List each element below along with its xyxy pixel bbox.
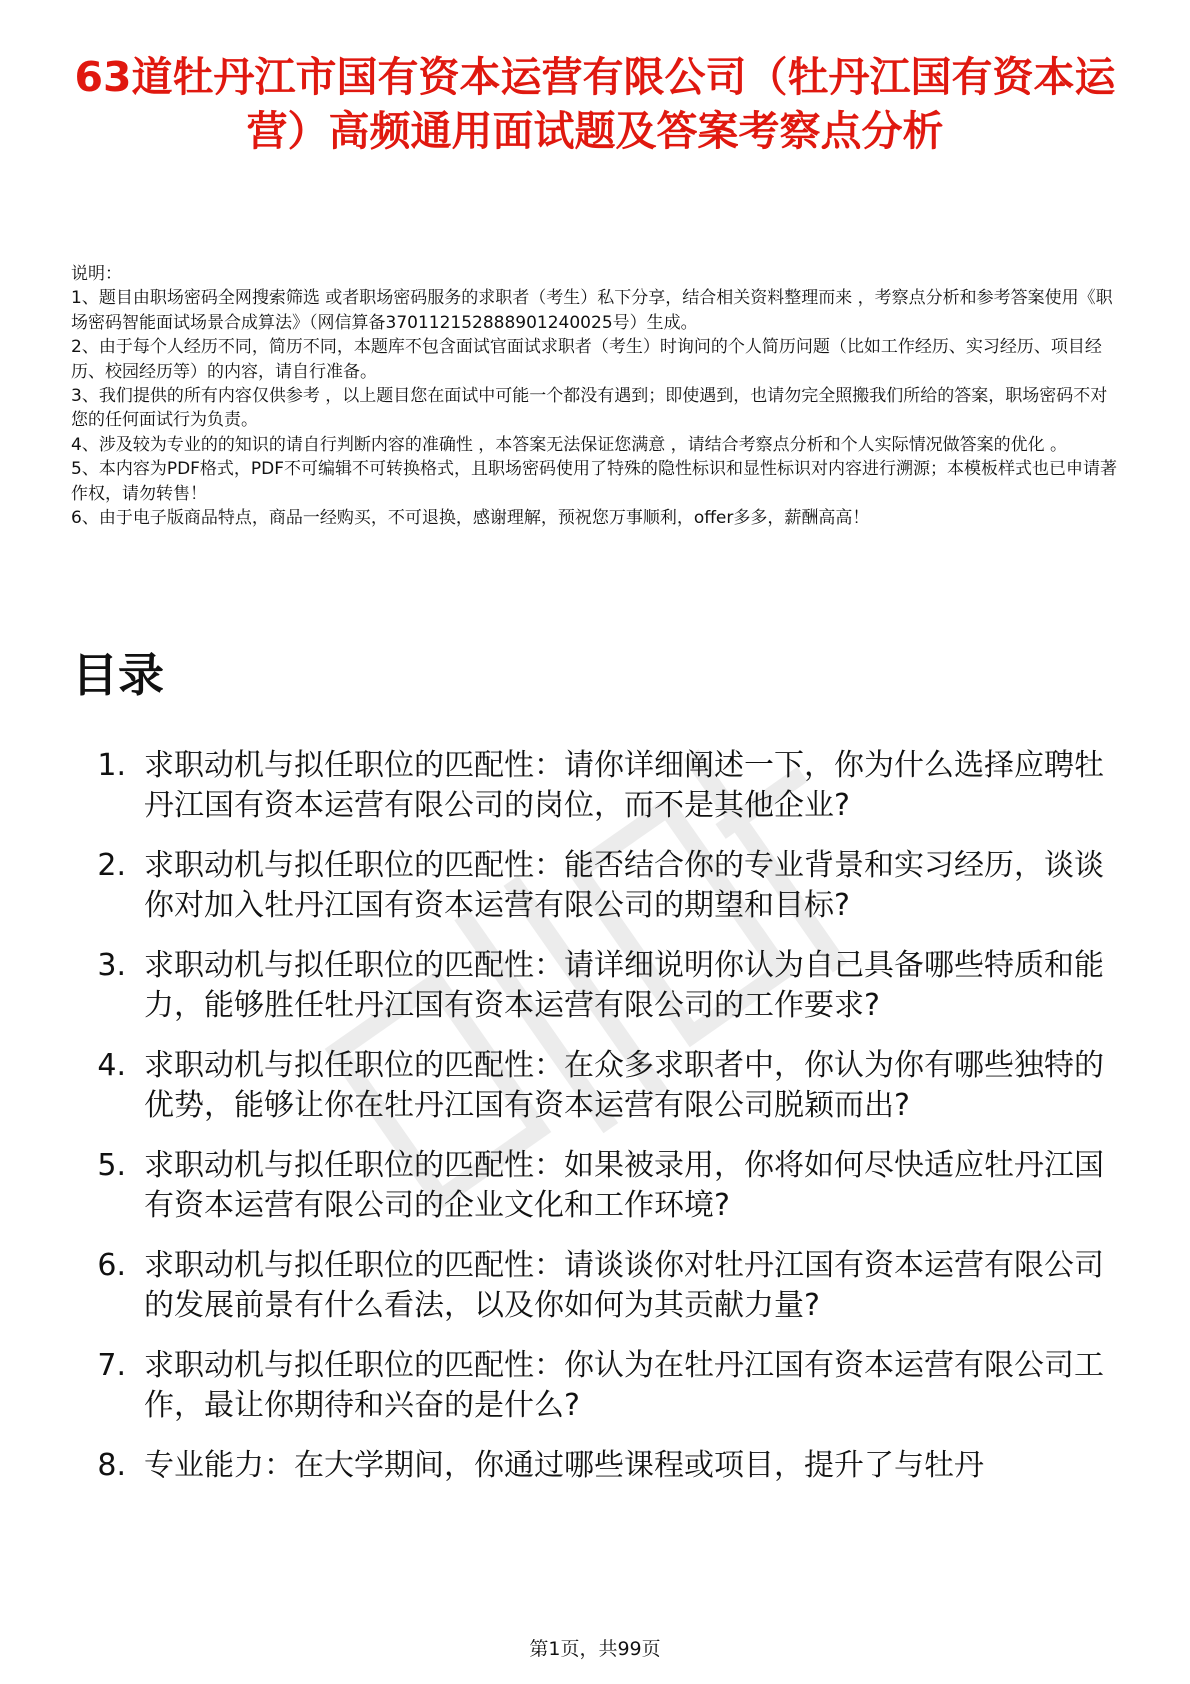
toc-item[interactable] — [72, 846, 1122, 926]
toc-item[interactable] — [72, 946, 1122, 1026]
note-item: 5、本内容为PDF格式，PDF不可编辑不可转换格式，且职场密码使用了特殊的隐性标识和显性标识对内容进行溯源；本模板样式也已申请著作权，请勿转售！ — [71, 459, 1118, 504]
toc-heading: 目录 — [72, 648, 164, 702]
toc-item[interactable] — [72, 1046, 1122, 1126]
toc-item-number: 8. — [97, 1448, 126, 1483]
note-item: 3、我们提供的所有内容仅供参考 ，以上题目您在面试中可能一个都没有遇到；即使遇到，也请勿完全照搬我们所给的答案，职场密码不对您的任何面试行为负责。 — [71, 386, 1108, 431]
toc-item-number: 4. — [97, 1048, 126, 1083]
notes-section — [71, 262, 1121, 530]
toc-item-text[interactable]: 求职动机与拟任职位的匹配性：能否结合你的专业背景和实习经历，谈谈你对加入牡丹江国有资本运营有限公司的期望和目标? — [144, 848, 1104, 923]
toc-item[interactable] — [72, 1446, 1122, 1486]
toc-item-number: 5. — [97, 1148, 126, 1183]
toc-item-text[interactable]: 求职动机与拟任职位的匹配性：请谈谈你对牡丹江国有资本运营有限公司的发展前景有什么看法，以及你如何为其贡献力量? — [144, 1248, 1104, 1323]
note-item: 2、由于每个人经历不同，简历不同，本题库不包含面试官面试求职者（考生）时询问的个人简历问题（比如工作经历、实习经历、项目经历、校园经历等）的内容，请自行准备。 — [71, 337, 1102, 382]
toc-item[interactable] — [72, 1246, 1122, 1326]
toc-item-number: 6. — [97, 1248, 126, 1283]
toc-item-text[interactable]: 求职动机与拟任职位的匹配性：请你详细阐述一下，你为什么选择应聘牡丹江国有资本运营有限公司的岗位，而不是其他企业? — [144, 748, 1104, 823]
toc-item-number: 1. — [97, 748, 126, 783]
toc-item-number: 7. — [97, 1348, 126, 1383]
toc-item-text[interactable]: 求职动机与拟任职位的匹配性：你认为在牡丹江国有资本运营有限公司工作，最让你期待和兴奋的是什么? — [144, 1348, 1104, 1423]
toc-item-text[interactable]: 求职动机与拟任职位的匹配性：请详细说明你认为自己具备哪些特质和能力，能够胜任牡丹江国有资本运营有限公司的工作要求? — [144, 948, 1104, 1023]
note-item: 1、题目由职场密码全网搜索筛选 或者职场密码服务的求职者（考生）私下分享，结合相关资料整理而来 ，考察点分析和参考答案使用《职场密码智能面试场景合成算法》（网信算备370112152888901240025号）生成。 — [71, 288, 1113, 333]
toc-item-number: 2. — [97, 848, 126, 883]
toc-item-text[interactable]: 专业能力：在大学期间，你通过哪些课程或项目，提升了与牡丹 — [144, 1448, 984, 1483]
document-title: 63道牡丹江市国有资本运营有限公司（牡丹江国有资本运营）高频通用面试题及答案考察点分析 — [74, 53, 1116, 155]
note-item: 4、涉及较为专业的的知识的请自行判断内容的准确性 ，本答案无法保证您满意 ，请结合考察点分析和个人实际情况做答案的优化 。 — [71, 434, 1068, 455]
toc-item[interactable] — [72, 1146, 1122, 1226]
note-item: 6、由于电子版商品特点，商品一经购买，不可退换，感谢理解，预祝您万事顺利，offer多多，薪酬高高！ — [71, 508, 870, 529]
notes-label: 说明： — [71, 264, 122, 284]
toc-item-text[interactable]: 求职动机与拟任职位的匹配性：如果被录用，你将如何尽快适应牡丹江国有资本运营有限公司的企业文化和工作环境? — [144, 1148, 1104, 1223]
page-footer: 第1页，共99页 — [529, 1638, 661, 1660]
toc-item-text[interactable]: 求职动机与拟任职位的匹配性：在众多求职者中，你认为你有哪些独特的优势，能够让你在牡丹江国有资本运营有限公司脱颖而出? — [144, 1048, 1104, 1123]
toc-item[interactable] — [72, 746, 1122, 826]
toc-item[interactable] — [72, 1346, 1122, 1426]
toc-item-number: 3. — [97, 948, 126, 983]
toc-list — [72, 746, 1122, 1506]
